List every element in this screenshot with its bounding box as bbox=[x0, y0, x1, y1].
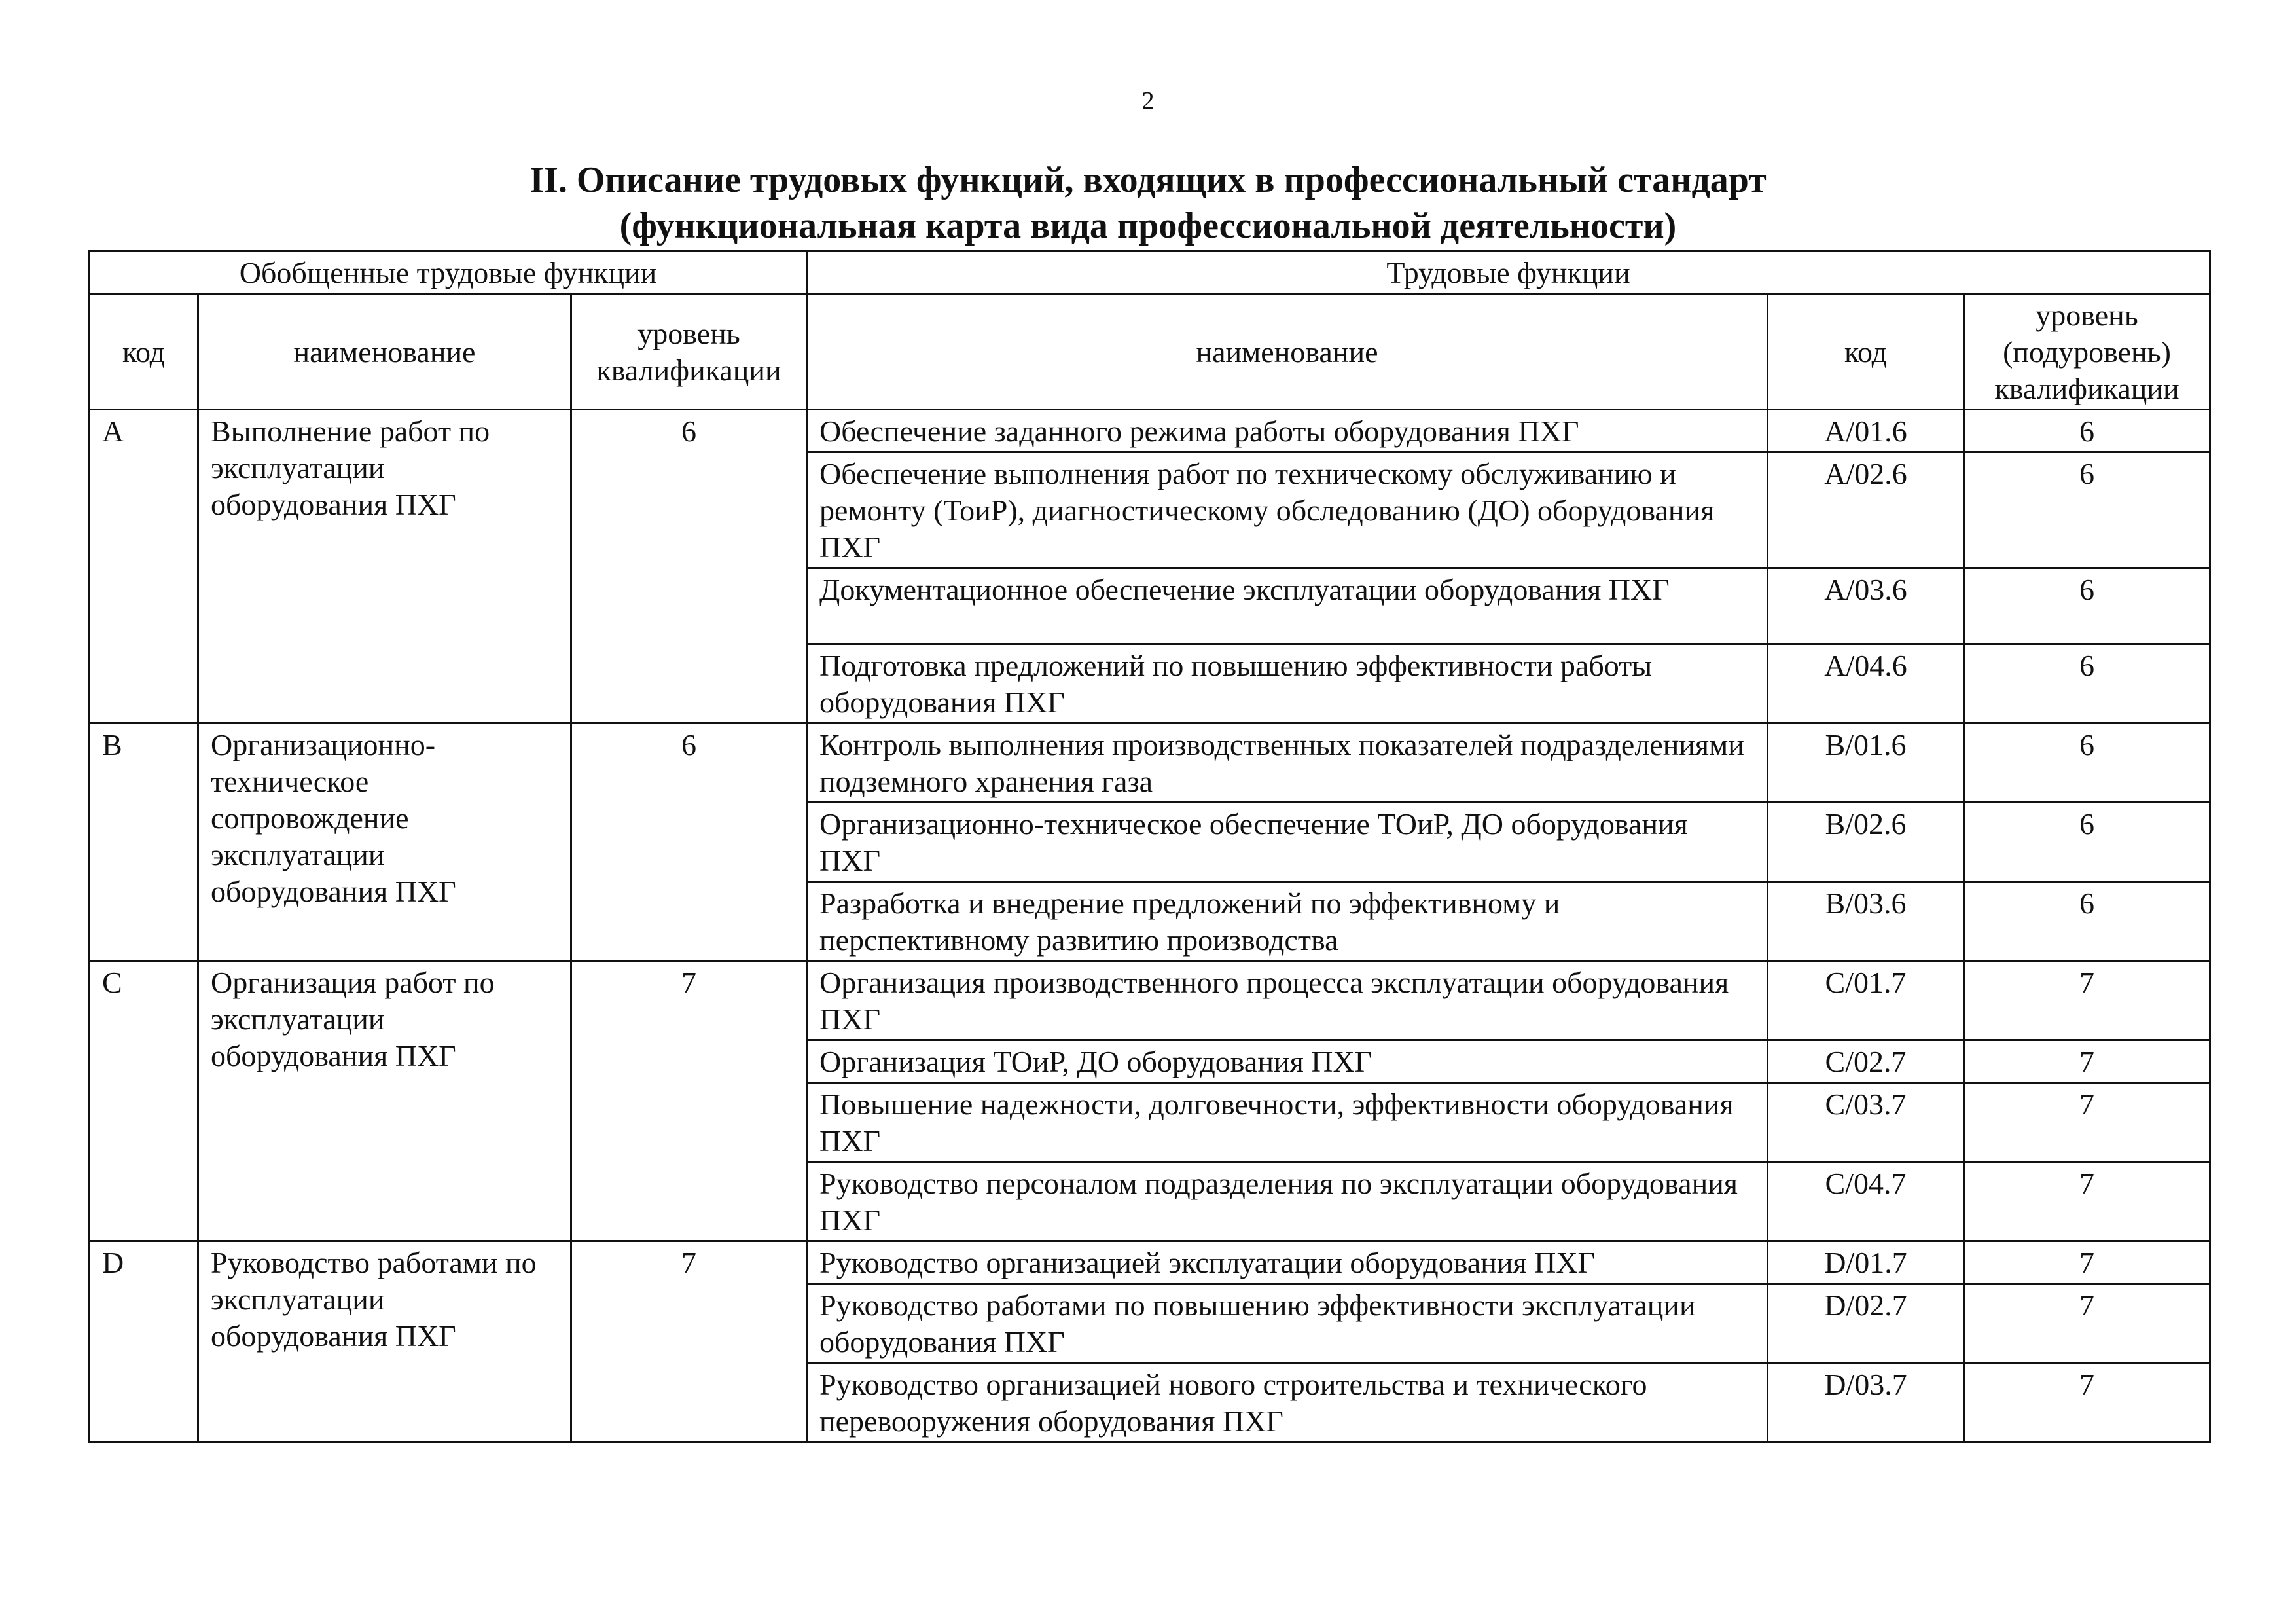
function-name-cell: Документационное обеспечение эксплуатации оборудования ПХГ bbox=[807, 568, 1768, 644]
function-level-cell: 7 bbox=[1964, 1241, 2210, 1284]
function-name-cell: Организация ТОиР, ДО оборудования ПХГ bbox=[807, 1040, 1768, 1083]
group-code-cell: D bbox=[90, 1241, 198, 1442]
group-code-cell: C bbox=[90, 961, 198, 1241]
function-level-cell: 7 bbox=[1964, 1363, 2210, 1442]
group-code-cell: B bbox=[90, 723, 198, 961]
function-code-cell: B/01.6 bbox=[1768, 723, 1964, 803]
page-number: 2 bbox=[1141, 87, 1155, 115]
function-level-cell: 6 bbox=[1964, 723, 2210, 803]
function-code-cell: D/03.7 bbox=[1768, 1363, 1964, 1442]
function-code-cell: B/02.6 bbox=[1768, 803, 1964, 882]
header-group-level: уровень квалификации bbox=[571, 294, 807, 410]
function-name-cell: Руководство организацией нового строительства и технического перевооружения оборудования ПХГ bbox=[807, 1363, 1768, 1442]
function-level-cell: 7 bbox=[1964, 961, 2210, 1040]
group-name-cell: Организационно-техническое сопровождение эксплуатации оборудования ПХГ bbox=[198, 723, 571, 961]
header-function-name: наименование bbox=[807, 294, 1768, 410]
function-level-cell: 6 bbox=[1964, 452, 2210, 568]
function-name-cell: Руководство персоналом подразделения по эксплуатации оборудования ПХГ bbox=[807, 1162, 1768, 1241]
function-code-cell: A/01.6 bbox=[1768, 410, 1964, 452]
group-name-cell: Выполнение работ по эксплуатации оборудования ПХГ bbox=[198, 410, 571, 723]
group-code-cell: A bbox=[90, 410, 198, 723]
function-level-cell: 7 bbox=[1964, 1284, 2210, 1363]
function-level-cell: 7 bbox=[1964, 1162, 2210, 1241]
header-function-level: уровень (подуровень) квалификации bbox=[1964, 294, 2210, 410]
function-name-cell: Организационно-техническое обеспечение ТОиР, ДО оборудования ПХГ bbox=[807, 803, 1768, 882]
page-title bbox=[0, 157, 2296, 249]
function-level-cell: 6 bbox=[1964, 568, 2210, 644]
function-level-cell: 6 bbox=[1964, 410, 2210, 452]
function-level-cell: 7 bbox=[1964, 1040, 2210, 1083]
table-row bbox=[90, 961, 2210, 1040]
function-code-cell: C/03.7 bbox=[1768, 1083, 1964, 1162]
function-level-cell: 6 bbox=[1964, 882, 2210, 961]
header-function-code: код bbox=[1768, 294, 1964, 410]
function-name-cell: Контроль выполнения производственных показателей подразделениями подземного хранения газа bbox=[807, 723, 1768, 803]
function-code-cell: C/04.7 bbox=[1768, 1162, 1964, 1241]
function-name-cell: Руководство работами по повышению эффективности эксплуатации оборудования ПХГ bbox=[807, 1284, 1768, 1363]
header-generalized-functions: Обобщенные трудовые функции bbox=[90, 251, 807, 294]
function-name-cell: Повышение надежности, долговечности, эффективности оборудования ПХГ bbox=[807, 1083, 1768, 1162]
function-level-cell: 6 bbox=[1964, 803, 2210, 882]
group-level-cell: 6 bbox=[571, 410, 807, 723]
function-name-cell: Руководство организацией эксплуатации оборудования ПХГ bbox=[807, 1241, 1768, 1284]
page-title-line-2: (функциональная карта вида профессиональной деятельности) bbox=[619, 206, 1677, 246]
function-code-cell: C/01.7 bbox=[1768, 961, 1964, 1040]
group-name-cell: Организация работ по эксплуатации оборудования ПХГ bbox=[198, 961, 571, 1241]
functional-map-table bbox=[88, 250, 2211, 1443]
table-body bbox=[90, 410, 2210, 1442]
function-name-cell: Подготовка предложений по повышению эффективности работы оборудования ПХГ bbox=[807, 644, 1768, 723]
group-level-cell: 7 bbox=[571, 1241, 807, 1442]
page-title-line-1: II. Описание трудовых функций, входящих в профессиональный стандарт bbox=[529, 160, 1767, 200]
function-code-cell: C/02.7 bbox=[1768, 1040, 1964, 1083]
function-name-cell: Обеспечение заданного режима работы оборудования ПХГ bbox=[807, 410, 1768, 452]
function-code-cell: A/03.6 bbox=[1768, 568, 1964, 644]
function-name-cell: Разработка и внедрение предложений по эффективному и перспективному развитию производства bbox=[807, 882, 1768, 961]
group-level-cell: 6 bbox=[571, 723, 807, 961]
function-code-cell: A/02.6 bbox=[1768, 452, 1964, 568]
header-labor-functions: Трудовые функции bbox=[807, 251, 2210, 294]
function-code-cell: D/01.7 bbox=[1768, 1241, 1964, 1284]
function-name-cell: Организация производственного процесса эксплуатации оборудования ПХГ bbox=[807, 961, 1768, 1040]
table-row bbox=[90, 723, 2210, 803]
function-level-cell: 7 bbox=[1964, 1083, 2210, 1162]
function-level-cell: 6 bbox=[1964, 644, 2210, 723]
function-code-cell: A/04.6 bbox=[1768, 644, 1964, 723]
header-group-name: наименование bbox=[198, 294, 571, 410]
group-name-cell: Руководство работами по эксплуатации оборудования ПХГ bbox=[198, 1241, 571, 1442]
function-code-cell: D/02.7 bbox=[1768, 1284, 1964, 1363]
function-code-cell: B/03.6 bbox=[1768, 882, 1964, 961]
function-name-cell: Обеспечение выполнения работ по техническому обслуживанию и ремонту (ТоиР), диагностическому обследованию (ДО) оборудования ПХГ bbox=[807, 452, 1768, 568]
table-row bbox=[90, 1241, 2210, 1284]
table-row bbox=[90, 410, 2210, 452]
header-group-code: код bbox=[90, 294, 198, 410]
group-level-cell: 7 bbox=[571, 961, 807, 1241]
